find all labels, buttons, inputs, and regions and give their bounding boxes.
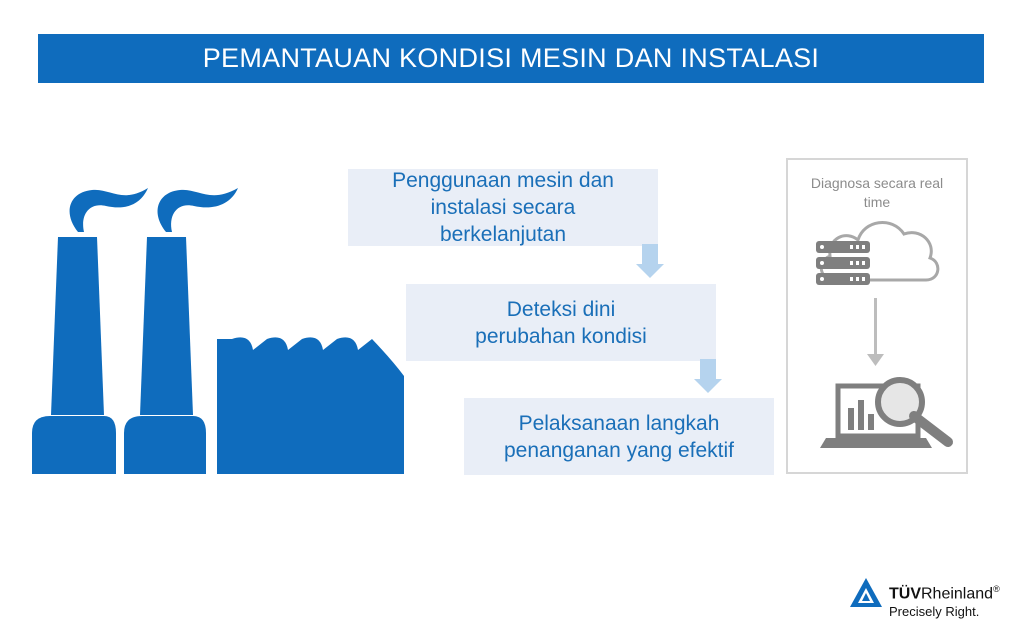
step-early-detection — [406, 284, 716, 361]
tuv-logo-icon — [848, 576, 884, 610]
down-arrow-icon — [694, 359, 722, 393]
step-line: Deteksi dini — [506, 297, 616, 321]
step-line: berkelanjutan — [439, 223, 567, 246]
cloud-server-icon — [816, 223, 938, 285]
step-line: instalasi secara — [430, 196, 576, 219]
diagnosis-title-line: Diagnosa secara real — [810, 175, 944, 191]
diagnosis-title-line: time — [863, 194, 891, 210]
logo-name-bold: TÜV — [889, 585, 921, 603]
down-arrow-icon — [636, 244, 664, 278]
step-line: Pelaksanaan langkah — [518, 411, 720, 435]
registered-mark: ® — [993, 584, 1000, 594]
step-sustainable-use — [348, 169, 658, 246]
diagnosis-graphics — [786, 158, 968, 474]
logo-name-light: Rheinland — [921, 585, 994, 603]
laptop-magnifier-icon — [820, 380, 948, 448]
step-effective-action — [464, 398, 774, 475]
step-line: Penggunaan mesin dan — [392, 169, 614, 192]
step-line: perubahan kondisi — [475, 324, 647, 348]
down-arrow-gray-icon — [867, 298, 884, 366]
page-title: PEMANTAUAN KONDISI MESIN DAN INSTALASI — [202, 43, 820, 73]
step-line: penanganan yang efektif — [503, 438, 735, 462]
logo-tagline: Precisely Right. — [889, 604, 980, 619]
logo-name — [889, 584, 1000, 603]
